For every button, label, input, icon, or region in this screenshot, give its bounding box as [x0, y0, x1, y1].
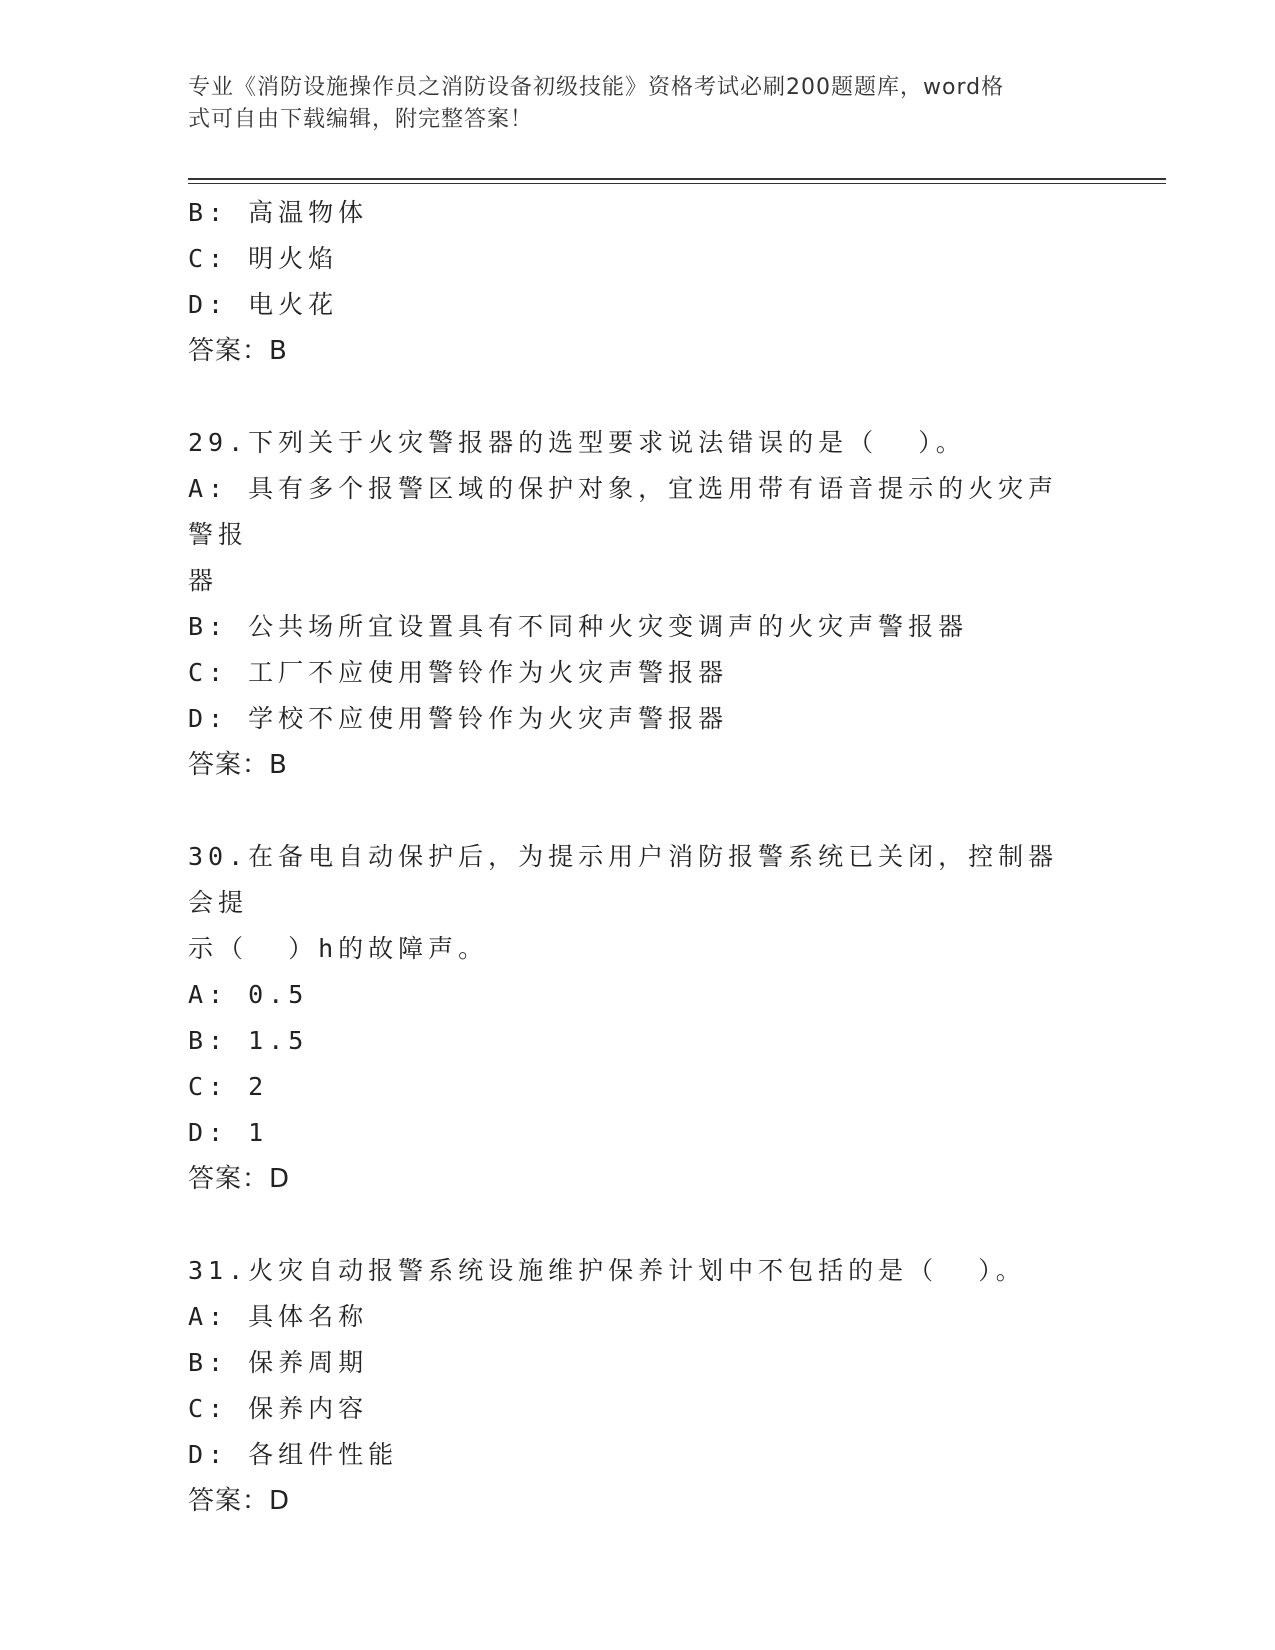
option-a: A: 具体名称 — [188, 1302, 369, 1331]
question-stem: 29.下列关于火灾警报器的选型要求说法错误的是（ ）。 — [188, 428, 966, 457]
option-c: C: 2 — [188, 1072, 269, 1101]
question-stem: 30.在备电自动保护后，为提示用户消防报警系统已关闭，控制器会提 — [188, 842, 1059, 917]
option-a: A: 具有多个报警区域的保护对象，宜选用带有语音提示的火灾声警报 — [188, 474, 1059, 549]
option-c: C: 明火焰 — [188, 244, 339, 273]
option-b: B: 保养周期 — [188, 1348, 369, 1377]
option-a-continued: 器 — [188, 566, 219, 595]
option-d: D: 电火花 — [188, 290, 339, 319]
previous-question-tail — [188, 190, 1088, 374]
option-c: C: 保养内容 — [188, 1394, 369, 1423]
spacer — [188, 788, 1088, 834]
question-stem: 31.火灾自动报警系统设施维护保养计划中不包括的是（ ）。 — [188, 1256, 1026, 1285]
answer-line: 答案：B — [188, 750, 288, 780]
question-30 — [188, 834, 1088, 1202]
header-line-2: 式可自由下载编辑，附完整答案！ — [188, 107, 534, 132]
option-d: D: 学校不应使用警铃作为火灾声警报器 — [188, 704, 729, 733]
option-b: B: 公共场所宜设置具有不同种火灾变调声的火灾声警报器 — [188, 612, 969, 641]
document-header — [188, 72, 1088, 136]
spacer — [188, 1202, 1088, 1248]
option-d: D: 1 — [188, 1118, 269, 1147]
option-c: C: 工厂不应使用警铃作为火灾声警报器 — [188, 658, 729, 687]
header-divider-thick — [188, 178, 1166, 180]
header-line-1: 专业《消防设施操作员之消防设备初级技能》资格考试必刷200题题库，word格 — [188, 75, 1005, 100]
spacer — [188, 374, 1088, 420]
answer-line: 答案：B — [188, 336, 288, 366]
question-stem-continued: 示（ ）h的故障声。 — [188, 934, 489, 963]
option-a: A: 0.5 — [188, 980, 309, 1009]
answer-line: 答案：D — [188, 1486, 291, 1516]
option-d: D: 各组件性能 — [188, 1440, 399, 1469]
header-divider-thin — [188, 183, 1166, 184]
question-list — [188, 190, 1088, 1524]
option-b: B: 高温物体 — [188, 198, 369, 227]
option-b: B: 1.5 — [188, 1026, 309, 1055]
question-29 — [188, 420, 1088, 788]
answer-line: 答案：D — [188, 1164, 291, 1194]
question-31 — [188, 1248, 1088, 1524]
